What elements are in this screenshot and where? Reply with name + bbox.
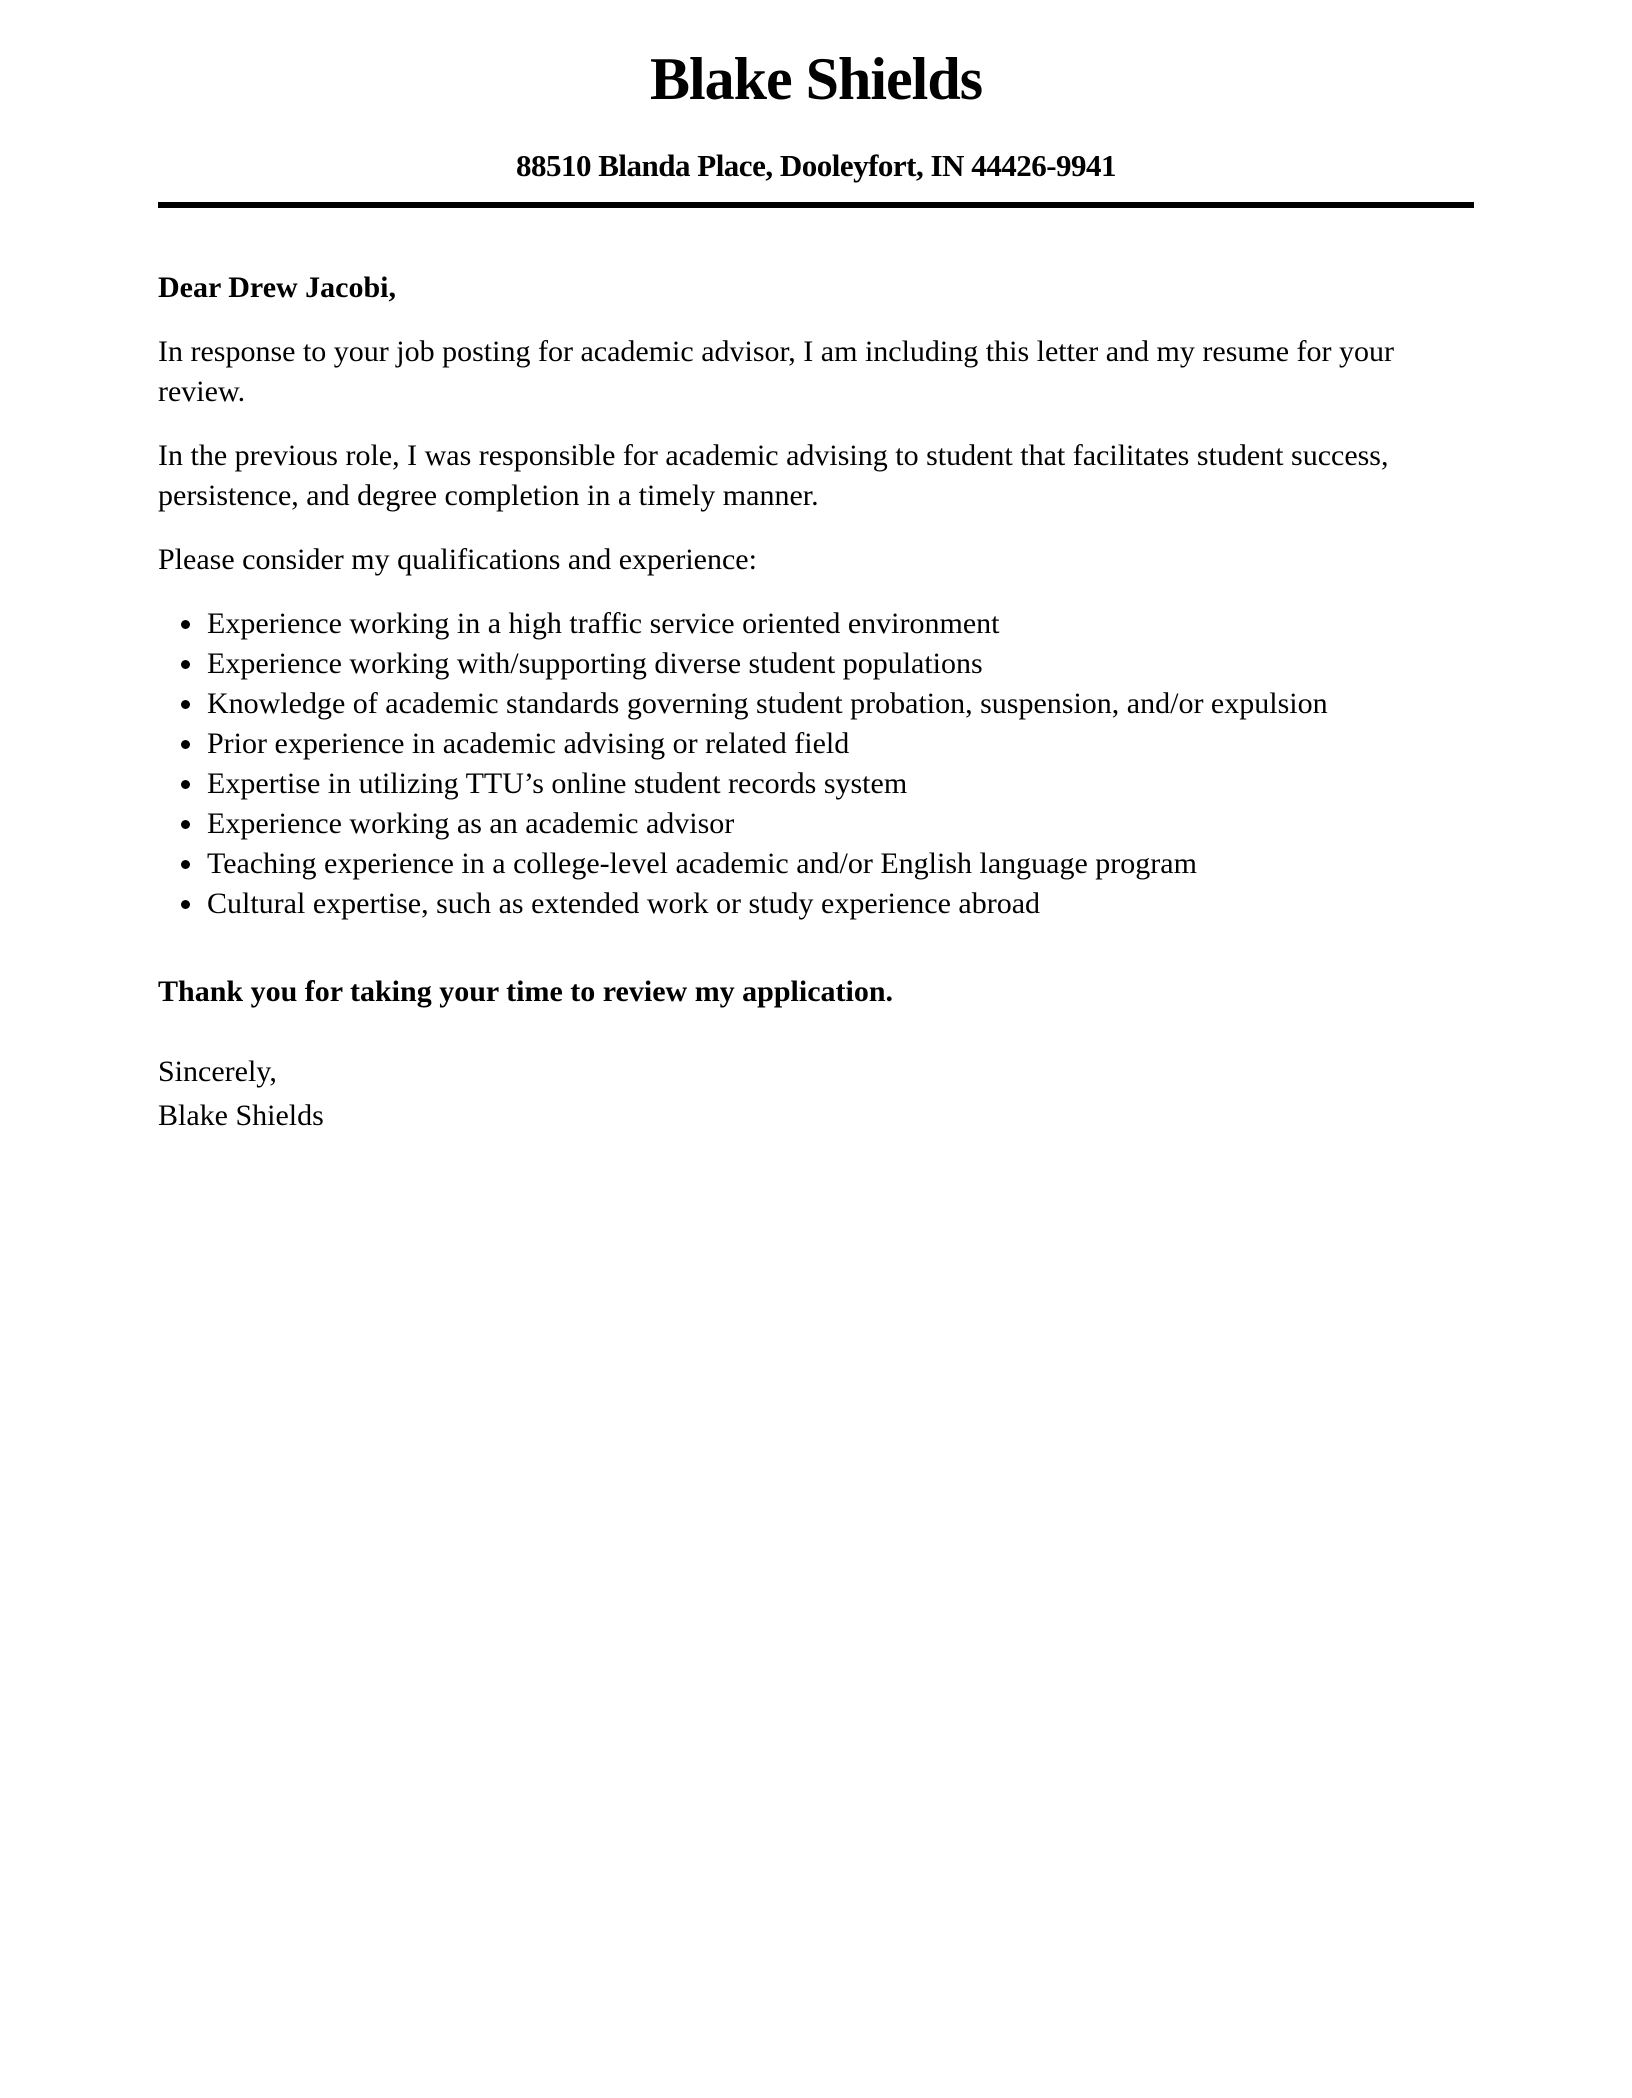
previous-role-paragraph: In the previous role, I was responsible for academic advising to student that facilitates student success, persistence, and degree completion in a timely manner. [158, 439, 1389, 512]
qualifications-list [158, 604, 1474, 924]
intro-paragraph: In response to your job posting for academic advisor, I am including this letter and my resume for your review. [158, 335, 1394, 408]
qualification-item: • Cultural expertise, such as extended work or study experience abroad [205, 884, 1474, 924]
signoff: Sincerely, [158, 1055, 277, 1088]
qualification-item: • Experience working in a high traffic service oriented environment [205, 604, 1474, 644]
salutation: Dear Drew Jacobi, [158, 271, 397, 304]
thanks-line: Thank you for taking your time to review my application. [158, 975, 894, 1008]
letter-header [158, 46, 1474, 208]
qualification-item: • Expertise in utilizing TTU’s online student records system [205, 764, 1474, 804]
letter-body [158, 268, 1474, 1138]
signature-name: Blake Shields [158, 1099, 324, 1132]
qualification-item: • Prior experience in academic advising or related field [205, 724, 1474, 764]
signoff-block [158, 1050, 1474, 1138]
qualifications-lead: Please consider my qualifications and experience: [158, 543, 757, 576]
header-divider [158, 202, 1474, 208]
qualification-item: • Experience working with/supporting diverse student populations [205, 644, 1474, 684]
candidate-name: Blake Shields [649, 46, 983, 112]
qualification-item: • Experience working as an academic advisor [205, 804, 1474, 844]
candidate-address: 88510 Blanda Place, Dooleyfort, IN 44426-9941 [515, 148, 1117, 183]
qualification-item: • Knowledge of academic standards governing student probation, suspension, and/or expulsion [205, 684, 1474, 724]
qualification-item: • Teaching experience in a college-level academic and/or English language program [205, 844, 1474, 884]
